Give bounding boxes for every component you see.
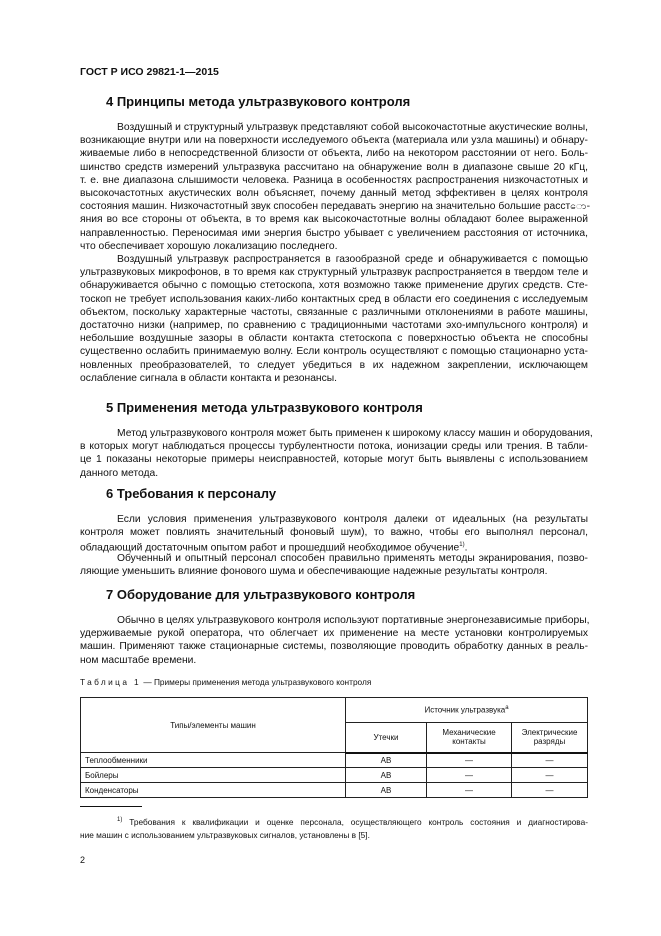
- text-line: небольшие воздушные зазоры в области контакта стетоскопа с поверхностью объекта не способны: [80, 333, 588, 345]
- column-header-source: [346, 698, 588, 723]
- text-line: ультразвуковых микрофонов, в то время как структурный ультразвук распространяется в твердом теле и: [80, 267, 588, 279]
- section-7-paragraph-1: [80, 614, 588, 667]
- table-cell: AB: [346, 783, 427, 798]
- table-cell: —: [512, 753, 588, 768]
- text-line: тоскоп не требует использования каких-либо контактных сред в области его соединения с исследуемым: [80, 293, 588, 305]
- text-line: что обеспечивает хорошую локализацию последнего.: [80, 240, 338, 252]
- text-line: Обученный и опытный персонал способен правильно применять методы экранирования, позво-: [117, 553, 588, 564]
- section-6-paragraph-1: [80, 513, 588, 555]
- text-line: Воздушный ультразвук распространяется в газообразной среде и обнаруживается с помощью: [117, 254, 588, 265]
- table-cell: AB: [346, 768, 427, 783]
- section-4-paragraph-1: [80, 121, 591, 253]
- table-cell: —: [427, 753, 512, 768]
- column-header-mechanical: Механические контакты: [427, 723, 512, 753]
- text-line: достаточно низки (например, по сравнению с традиционными частотами эхо-импульсного контроля) и: [80, 320, 588, 332]
- table-cell: Конденсаторы: [81, 783, 346, 798]
- text-line: контроля может повлиять значительный фоновый шум), то важно, чтобы его выполнял персонал,: [80, 527, 588, 539]
- column-header-electrical: Электрические разряды: [512, 723, 588, 753]
- column-header-leaks: Утечки: [346, 723, 427, 753]
- text-line: ном масштабе времени.: [80, 654, 197, 666]
- document-header: ГОСТ Р ИСО 29821-1—2015: [80, 66, 219, 78]
- section-6-heading: 6 Требования к персоналу: [106, 486, 277, 501]
- footnote-reference[interactable]: 1): [459, 542, 465, 549]
- text-line: Метод ультразвукового контроля может быть применен к широкому классу машин и оборудования,: [117, 428, 593, 439]
- footnote: [80, 814, 588, 842]
- section-7-heading: 7 Оборудование для ультразвукового контроля: [106, 587, 416, 602]
- text-line: машин. Применяют также стационарные системы, позволяющие проводить обработку данных в реаль-: [80, 641, 588, 653]
- text-line: удерживаемые рукой оператора, что облегчает их применение на месте установки контролируемых: [80, 628, 588, 640]
- text-line: направленностью. Переносимая ими энергия быстро убывает с увеличением расстояния от источника,: [80, 227, 588, 239]
- table-caption-label: Таблица 1: [80, 677, 142, 687]
- text-line: в которых могут наблюдаться процессы турбулентности потока, ионизации среды или трения. В табли-: [80, 441, 588, 453]
- table-cell: —: [512, 783, 588, 798]
- table-cell: Бойлеры: [81, 768, 346, 783]
- table-cell: —: [427, 768, 512, 783]
- text-line: новленных преобразователей, то следует убедиться в их надежном закреплении, исключающем: [80, 359, 588, 371]
- text-line: Воздушный и структурный ультразвук представляют собой высокочастотные акустические волны,: [117, 122, 588, 133]
- section-6-paragraph-2: [80, 552, 588, 578]
- table-cell: —: [512, 768, 588, 783]
- text-line: высокочастотных акустических волн объясняет, почему данный метод эффективен в целях контроля: [80, 188, 588, 200]
- text-line: состояния машин. Низкочастотный звук способен передавать энергию на значительно большие расстော-: [80, 201, 591, 213]
- text-line: ние машин с использованием ультразвуковых сигналов, установлены в [5].: [80, 829, 370, 840]
- table-row: [81, 753, 588, 768]
- table-cell: Теплообменники: [81, 753, 346, 768]
- text-line: данного метода.: [80, 467, 159, 479]
- text-segment: Требования к квалификации и оценке персонала, осуществляющего контроль состояния и диагностирова-: [129, 816, 588, 827]
- table-caption: [80, 677, 371, 687]
- table-row: [81, 783, 588, 798]
- footnote-mark: 1): [117, 817, 123, 823]
- text-line: обладающий достаточным опытом работ и прошедший необходимое обучение$^{1)}$.: [80, 542, 468, 554]
- table-cell: —: [427, 783, 512, 798]
- data-table: [80, 697, 588, 798]
- table-row: [81, 768, 588, 783]
- text-line: Обычно в целях ультразвукового контроля используют портативные энергонезависимые приборы,: [117, 615, 590, 626]
- footnote-separator: [80, 806, 142, 807]
- section-4-heading: 4 Принципы метода ультразвукового контроля: [106, 94, 411, 109]
- section-5-paragraph-1: [80, 427, 593, 480]
- text-line: [80, 814, 588, 829]
- text-line: це 1 показаны некоторые примеры неисправностей, которые могут быть выявлены с использованием: [80, 454, 588, 466]
- text-line: обнаруживается обычно с помощью стетоскопа, хотя возможно также применение других средств. Сте-: [80, 280, 588, 292]
- text-line: шинство средств измерений ультразвука рассчитано на обнаружение волн в диапазоне свыше 20 кГц,: [80, 161, 588, 173]
- text-line: т. е. вне диапазона слышимости человека. Разница в особенностях распространения низкочастотных и: [80, 174, 588, 186]
- table-cell: AB: [346, 753, 427, 768]
- text-segment: обладающий достаточным опытом работ и прошедший необходимое обучение: [80, 542, 460, 554]
- text-line: существенно ослабить принимаемую волну. Если контроль осуществляют с помощью стационарно уста-: [80, 346, 588, 358]
- column-header-source-label: Источник ультразвука: [424, 705, 506, 715]
- column-header-types: Типы/элементы машин: [81, 698, 346, 753]
- text-line: объектом, поскольку характерные частоты, связанные с различными отклонениями в работе машины,: [80, 306, 588, 318]
- text-line: Если условия применения ультразвукового контроля далеки от идеальных (на результаты: [117, 514, 588, 525]
- page-number: 2: [80, 855, 86, 865]
- text-line: ляющие уменьшить влияние фонового шума и обеспечивающие надежные результаты контроля.: [80, 566, 548, 578]
- text-line: возникающие внутри или на поверхности исследуемого объекта (материала или узла машины) и обнару-: [80, 135, 588, 147]
- text-line: ослабление сигнала в области контакта и резонансы.: [80, 372, 338, 384]
- text-line: яния во все стороны от объекта, в то время как высокочастотные волны обладают более выраженной: [80, 214, 588, 226]
- section-5-heading: 5 Применения метода ультразвукового контроля: [106, 400, 423, 415]
- text-line: живаемые либо в непосредственной близости от объекта, либо на некотором расстоянии от него. Боль-: [80, 148, 588, 160]
- table-note-reference: a: [505, 705, 509, 712]
- section-4-paragraph-2: [80, 253, 588, 385]
- table-caption-text: — Примеры применения метода ультразвукового контроля: [141, 677, 372, 687]
